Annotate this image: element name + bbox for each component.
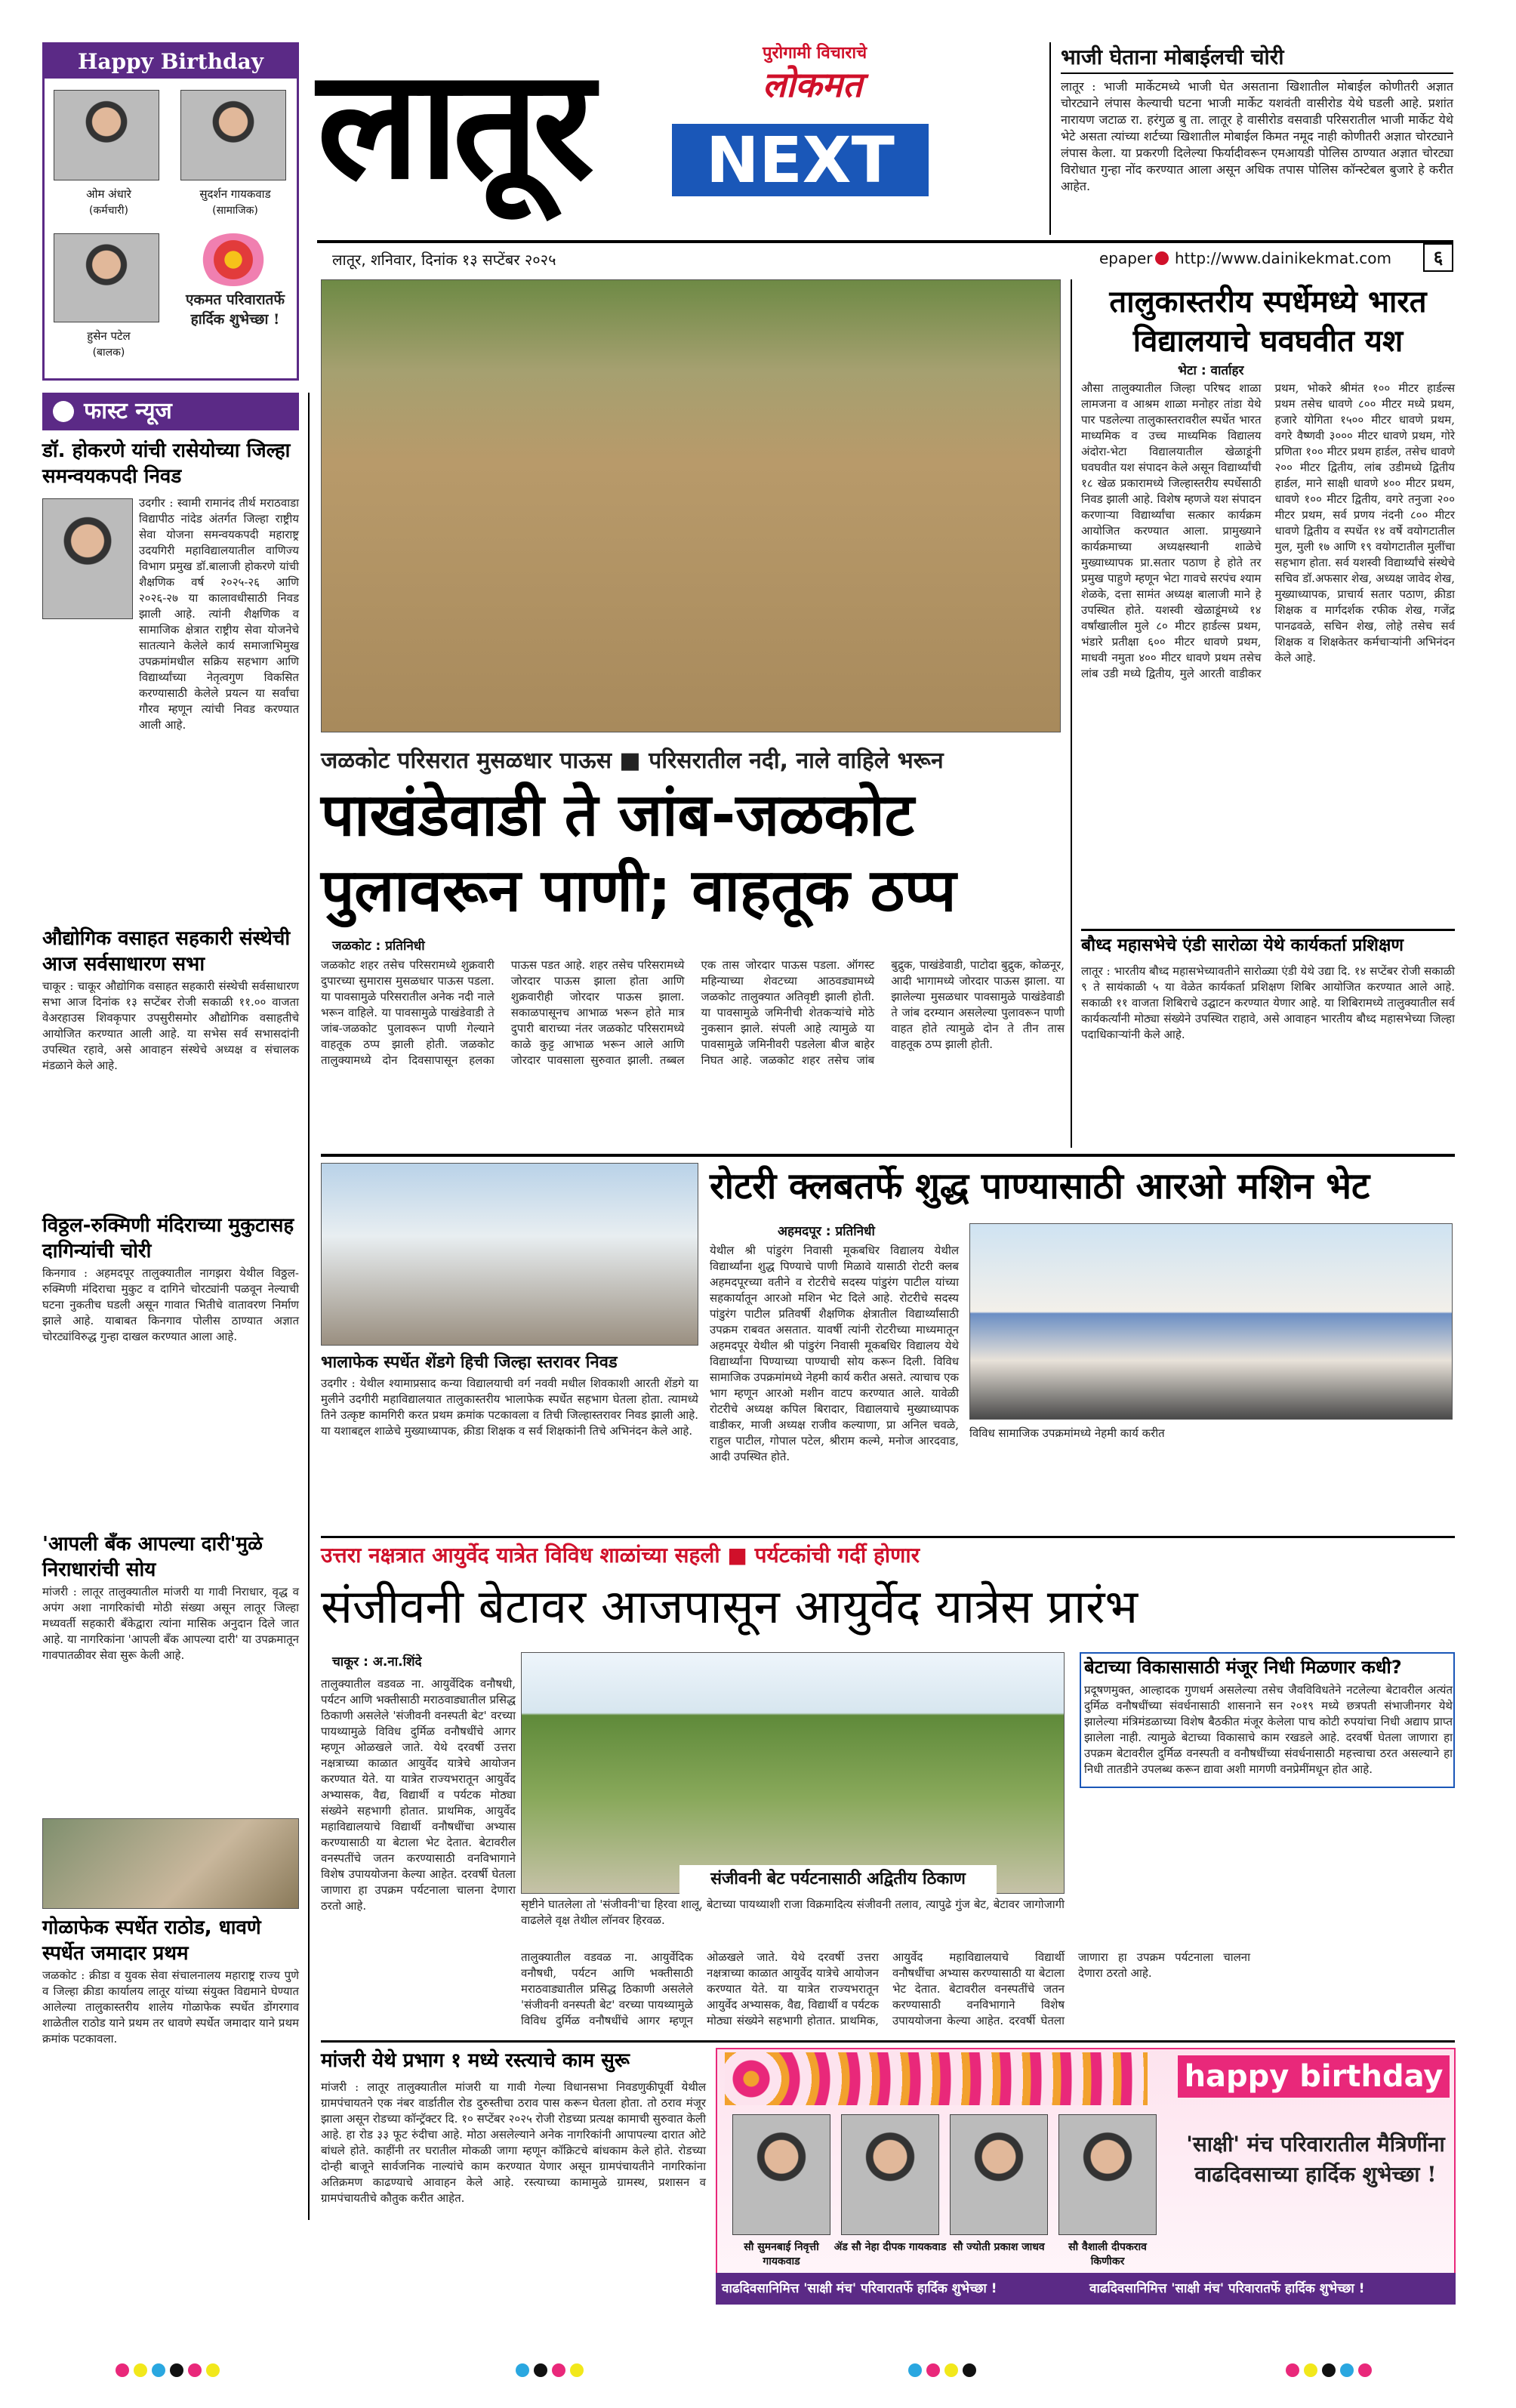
- birthday-name-3: हुसेन पटेल: [87, 329, 131, 343]
- birthday-bottom-header-bar: [1178, 2055, 1450, 2098]
- fast-news-header: फास्ट न्यूज: [84, 398, 172, 424]
- birthday-role-2: (सामाजिक): [212, 205, 258, 217]
- masthead-rule: [317, 240, 1453, 243]
- top-right-title: भाजी घेताना मोबाईलची चोरी: [1061, 45, 1284, 69]
- javelin-body: उदगीर : येथील श्यामाप्रसाद कन्या विद्यालयाची वर्ग नववी मधील शिवकाशी आरती शेंडगे या मुलीने उदगीरी महाविद्यालयात तालुकास्तरीय भालाफेक स्पर्धेत सहभाग घेतला होता. त्यामध्ये तिने उत्कृष्ट कामगिरी करत प्रथम क्रमांक पटकावला व तिची जिल्हास्तरावर निवड झाली आहे. या यशाबद्दल शाळेचे मुख्याध्यापक, क्रीडा शिक्षक व सर्व शिक्षकांनी तिचे अभिनंदन केले आहे.: [321, 1377, 698, 1438]
- birthday-role-3: (बालक): [92, 347, 125, 359]
- fast-news-title-1: डॉ. होकरणे यांची रासेयोच्या जिल्हा समन्वयकपदी निवड: [42, 439, 291, 488]
- bday-name-1: सौ सुमनबाई निवृत्ती गायकवाड: [744, 2241, 819, 2268]
- sanjivani-photo-caption: संजीवनी बेट पर्यटनासाठी अद्वितीय ठिकाण: [679, 1865, 997, 1894]
- epaper-label: epaper: [1099, 249, 1153, 267]
- registration-marks-right: [1283, 2363, 1374, 2380]
- page-number: ६: [1423, 243, 1453, 272]
- registration-marks-mid: [513, 2363, 586, 2380]
- epaper-url[interactable]: http://www.dainikekmat.com: [1175, 249, 1392, 267]
- bday-wish: 'साक्षी' मंच परिवारातील मैत्रिणींना वाढदिवसाच्या हार्दिक शुभेच्छा !: [1186, 2132, 1445, 2187]
- fast-news-body-2: चाकूर : चाकूर औद्योगिक वसाहत सहकारी संस्थेची सर्वसाधारण सभा आज दिनांक १३ सप्टेंबर रोजी सकाळी ११.०० वाजता वेअरहाउस शिवकृपार उपसुरीसमोर औद्योगिक वसाहतीचे आयोजित करण्यात आली आहे. या सभेस सर्व सभासदांनी उपस्थित रहावे, असे आवाहन संस्थेचे अध्यक्ष व संचालक मंडळाने केले आहे.: [42, 979, 299, 1072]
- rotary-body: येथील श्री पांडुरंग निवासी मूकबधिर विद्यालय येथील विद्यार्थ्यांना शुद्ध पिण्याचे पाणी मिळावे यासाठी रोटरी क्लब अहमदपूरच्या वतीने व रोटरीचे सदस्य पांडुरंग पाटील यांच्या सहकार्यातून आरओ मशिन भेट दिले आहे. रोटरीचे सदस्य पांडुरंग पाटील प्रतिवर्षी शैक्षणिक क्षेत्रातील विद्यार्थ्यांसाठी उपक्रम राबवत असतात. यावर्षी त्यांनी रोटरीच्या माध्यमातून अहमदपूर येथील श्री पांडुरंग निवासी मूकबधिर विद्यालय येथे विद्यार्थ्यांना पिण्याच्या पाण्याची सोय करून दिली. विविध सामाजिक उपक्रमांमध्ये नेहमी कार्य करीत असते. त्याचाच एक भाग म्हणून आरओ मशीन वाटप करण्यात आले. यावेळी रोटरीचे अध्यक्ष कपिल बिरादार, विद्यालयाचे मुख्याध्यापक वाडीकर, माजी अध्यक्ष राजीव कल्याणा, प्रा अनिल चवळे, राहुल पाटील, गोपाल पटेल, श्रीराम कल्मे, मनोज आरदवाड, आदी उपस्थित होते.: [710, 1244, 959, 1463]
- funding-body: प्रदूषणमुक्त, आल्हादक गुणधर्म असलेल्या तसेच जैवविविधतेने नटलेल्या बेटावरील अत्यंत दुर्मिळ वनौषधींच्या संवर्धनासाठी शासनाने सन २०१९ मध्ये छत्रपती संभाजीनगर येथे झालेल्या मंत्रिमंडळाच्या विशेष बैठकीत मंजूर केलेला पाच कोटी रुपयांचा निधी अद्याप प्राप्त झालेला नाही. त्यामुळे बेटाच्या विकासाचे काम रखडले आहे. दरवर्षी घेतला जाणारा हा उपक्रम बेटावरील दुर्मिळ वनस्पती व वनौषधींच्या संवर्धनासाठी महत्त्वाचा ठरत असल्याने हा निधी तातडीने उपलब्ध करून द्यावा अशी मागणी वनप्रेमींमधून होत आहे.: [1084, 1683, 1453, 1776]
- top-right-body: लातूर : भाजी मार्केटमध्ये भाजी घेत असताना खिशातील मोबाईल कोणीतरी अज्ञात चोरट्याने लंपास केल्याची घटना भाजी मार्केट यशवंती वासीरोड येथे घडली आहे. प्रशांत नारायण जटाळ रा. हरंगुळ बु ता. लातूर हे वासीरोड वसवाडी परिसरातील भाजी मार्केट येथे भेटे असता त्यांच्या शर्टच्या खिशातील मोबाईल किमत नमूद नाही कोणीतरी अज्ञात चोरट्याने लंपास केला. या प्रकरणी दिलेल्या फिर्यादीवरून एमआयडी पोलिस ठाण्यात अज्ञात चोरट्या विरोधात गुन्हा नोंद करण्यात आला असून अधिक तपास पोलिस कॉन्स्टेबल बुजारे हे करीत आहेत.: [1061, 79, 1453, 193]
- bday-name-2: ॲड सौ नेहा दीपक गायकवाड: [833, 2241, 947, 2253]
- rotary-group-photo: [969, 1223, 1453, 1420]
- bday-photo-2: [841, 2114, 939, 2235]
- bday-footer-bar: [716, 2273, 1456, 2305]
- buddhist-body: लातूर : भारतीय बौध्द महासभेच्यावतीने सारोळ्या एंडी येथे उद्या दि. १४ सप्टेंबर रोजी सकाळी ९ ते सायंकाळी ५ या वेळेत कार्यकर्ता प्रशिक्षण शिबिर आयोजित करण्यात आले आहे. सकाळी ११ वाजता शिबिराचे उद्घाटन करण्यात येणार आहे. या शिबिरामध्ये तालुक्यातील सर्व कार्यकर्त्यांनी मोठ्या संख्येने उपस्थित राहावे, असे आवाहन भारतीय बौध्द महासभेच्या जिल्हा पदाधिकाऱ्यांनी केले आहे.: [1081, 964, 1455, 1041]
- sports-byline: भेटा : वार्ताहर: [1178, 363, 1244, 378]
- masthead-next: NEXT: [706, 123, 895, 197]
- buddhist-headline: बौध्द महासभेचे एंडी सारोळा येथे कार्यकर्ता प्रशिक्षण: [1081, 936, 1404, 955]
- lead-kicker: जळकोट परिसरात मुसळधार पाऊस ■ परिसरातील नदी, नाले वाहिले भरून: [321, 748, 944, 774]
- ayurved-top-rule: [321, 1536, 1455, 1538]
- ayurved-kicker: उत्तरा नक्षत्रात आयुर्वेद यात्रेत विविध शाळांच्या सहली ■ पर्यटकांची गर्दी होणार: [321, 1543, 920, 1568]
- fast-news-title-2: औद्योगिक वसाहत सहकारी संस्थेची आज सर्वसाधारण सभा: [42, 927, 291, 976]
- birthday-name-1: ओम अंधारे: [86, 187, 131, 201]
- bday-footer-1: वाढदिवसानिमित्त 'साक्षी मंच' परिवारातर्फे हार्दिक शुभेच्छा !: [722, 2281, 997, 2296]
- manjari-body: मांजरी : लातूर तालुक्यातील मांजरी या गावी गेल्या विधानसभा निवडणुकीपूर्वी येथील ग्रामपंचायतने एक नंबर वार्डातील रोड दुरुस्तीचा ठराव पास करून घेतला होता. तो ठराव मंजूर झाला असून रोडच्या कॉन्ट्रॅक्टर दि. १० सप्टेंबर २०२५ रोजी रोडच्या प्रत्यक्ष कामाची सुरुवात केली आहे. हा रोड ३३ फूट रुंदीचा आहे. मोठा असलेल्याने अनेक नागरिकांनी आपापल्या दारात ओटे बांधले होते. काहींनी तर घरातील मोकळी जागा म्हणून कॉक्रिटचे बांधकाम केले होते. रोडच्या दोन्ही बाजूने सार्वजनिक नाल्यांचे काम करण्यात येणार असून ग्रामपंचायतीने नागरिकांना अतिक्रमण काढण्याचे आवाहन केले आहे. रस्त्याच्या कामामुळे ग्रामस्थ, प्रशासन व ग्रामपंचायतीचे कौतुक करीत आहेत.: [321, 2080, 706, 2205]
- birthday-photo-1: [54, 90, 159, 180]
- registration-marks-center: [906, 2363, 978, 2380]
- sports-body: औसा तालुक्यातील जिल्हा परिषद शाळा लामजना व आश्रम शाळा मनोहर तांडा येथे पार पडलेल्या तालुकास्तरावरील स्पर्धेत भारत माध्यमिक व उच्च माध्यमिक विद्यालय अंदोरा-भेटा विद्यालयातील खेळाडूंनी घवघवीत यश संपादन केले असून विद्यार्थ्यांची १८ खेळ प्रकारामध्ये जिल्हास्तरीय स्पर्धेसाठी निवड झाली आहे. विशेष म्हणजे यश संपादन करणाऱ्या विद्यार्थ्यांचा सत्कार कार्यक्रम आयोजित करण्यात आला. प्रामुख्याने कार्यक्रमाच्या अध्यक्षस्थानी शाळेचे मुख्याध्यापक प्रा.सतार पठाण हे होते तर प्रमुख पाहुणे म्हणून भेटा गावचे सरपंच श्याम शेळके, दत्ता सामंत अध्यक्ष बालाजी माने हे उपस्थित होते. यशस्वी खेळाडूंमध्ये १४ वर्षांखालील मुले ८० मीटर हार्डल्स प्रथम, भंडारे प्रतीक्षा ६०० मीटर धावणे प्रथम, माधवी नमुता ४०० मीटर धावणे प्रथम तसेच लांब उडी मध्ये द्वितीय, मुले आरती वाडीकर प्रथम, भोकरे श्रीमंत १०० मीटर हार्डल्स प्रथम तसेच धावणे ८०० मीटर मध्ये प्रथम, हजारे योगिता १५०० मीटर धावणे प्रथम, वगरे वैष्णवी ३००० मीटर धावणे प्रथम, गोरे प्रणिता १०० मीटर प्रथम हार्डल, तसेच धावणे २०० मीटर द्वितीय, लांब उडीमध्ये द्वितीय हार्डल, माने साक्षी धावणे ४०० मीटर प्रथम, धावणे १०० मीटर द्वितीय, वगरे तनुजा २०० मीटर प्रथम, सर्व प्रणय नंदनी ८०० मीटर धावणे द्वितीय व स्पर्धेत १४ वर्षे वयोगटातील मुल, मुली १७ आणि १९ वयोगटातील मुलींचा सहभाग होता. सर्व यशस्वी विद्यार्थ्यांचे संस्थेचे सचिव डॉ.अफसार शेख, अध्यक्ष जावेद शेख, मुख्याध्यापक, प्राचार्य सतार पठाण, क्रीडा शिक्षक व मार्गदर्शक रफीक शेख, गजेंद्र पानढवळे, सचिन शेख, लोहे तसेच सर्व शिक्षक व शिक्षकेतर कर्मचाऱ्यांनी अभिनंदन केले आहे.: [1081, 381, 1455, 680]
- right-column-divider: [1071, 279, 1072, 1148]
- lead-headline-2: पुलावरून पाणी; वाहतूक ठप्प: [321, 857, 957, 925]
- birthday-wish: एकमत परिवारातर्फे हार्दिक शुभेच्छा !: [185, 291, 285, 328]
- manjari-headline: मांजरी येथे प्रभाग १ मध्ये रस्त्याचे काम सुरू: [321, 2049, 630, 2072]
- rotary-headline: रोटरी क्लबतर्फे शुद्ध पाण्यासाठी आरओ मशिन भेट: [710, 1165, 1370, 1207]
- fast-news-header-bar: [42, 393, 299, 430]
- mid-rule: [321, 1154, 1455, 1157]
- funding-headline: बेटाच्या विकासासाठी मंजूर निधी मिळणार कधी?: [1084, 1657, 1402, 1678]
- sports-headline: तालुकास्तरीय स्पर्धेमध्ये भारत विद्यालयाचे घवघवीत यश: [1109, 285, 1427, 359]
- birthday-photo-2: [180, 90, 286, 180]
- masthead-title: लातूर: [317, 37, 589, 213]
- left-column-divider: [308, 393, 310, 2220]
- fast-news-body-4: मांजरी : लातूर तालुक्यातील मांजरी या गावी निराधार, वृद्ध व अपंग अशा नागरिकांची मोठी संख्या असून लातूर जिल्हा मध्यवर्ती सहकारी बँकेद्वारा त्यांना मासिक अनुदान दिले जात आहे. या नागरिकांना 'आपली बँक आपल्या दारी' या उपक्रमातून गावपातळीवर सेवा सुरू केली आहे.: [42, 1585, 299, 1662]
- masthead-brand: लोकमत: [763, 64, 863, 105]
- bday-photo-3: [950, 2114, 1048, 2235]
- fast-news-body-1: उदगीर : स्वामी रामानंद तीर्थ मराठवाडा विद्यापीठ नांदेड अंतर्गत जिल्हा राष्ट्रीय सेवा योजना समन्वयकपदी महाराष्ट्र उदयगिरी महाविद्यालयातील वाणिज्य विभाग प्रमुख डॉ.बालाजी होकरणे यांची शैक्षणिक वर्ष २०२५-२६ आणि २०२६-२७ या कालावधीसाठी निवड झाली आहे. त्यांनी शैक्षणिक व सामाजिक क्षेत्रात राष्ट्रीय सेवा योजनेचे सातत्याने केलेले कार्य समाजाभिमुख उपक्रमांमधील सक्रिय सहभाग आणि विद्यार्थ्यांच्या नेतृत्वगुण विकसित करण्यासाठी केलेले प्रयत्न या सर्वांचा गौरव म्हणून त्यांची निवड करण्यात आली आहे.: [139, 496, 299, 732]
- birthday-photo-3: [54, 233, 159, 322]
- fast-news-title-3: विठ्ठल-रुक्मिणी मंदिराच्या मुकुटासह दागिन्यांची चोरी: [42, 1214, 294, 1263]
- globe-icon: [1155, 251, 1169, 265]
- masthead-next-badge: [672, 124, 929, 196]
- birthday-name-2: सुदर्शन गायकवाड: [199, 187, 271, 201]
- lead-body: जळकोट शहर तसेच परिसरामध्ये शुक्रवारी दुपारच्या सुमारास मुसळधार पाऊस पडला. या पावसामुळे परिसरातील अनेक नदी नाले भरून वाहिले. या पावसामुळे पाखंडेवाडी ते जांब-जळकोट पुलावरून पाणी गेल्याने वाहतूक ठप्प झाली होती. जळकोट तालुक्यामध्ये दोन दिवसापासून हलका पाऊस पडत आहे. शहर तसेच परिसरामध्ये जोरदार पाऊस झाला होता आणि शुक्रवारीही जोरदार पाऊस झाला. सकाळपासूनच आभाळ भरून होते मात्र दुपारी बाराच्या नंतर जळकोट परिसरामध्ये काळे कुट्ट आभाळ भरून आले आणि जोरदार पावसाला सुरुवात झाली. तब्बल एक तास जोरदार पाऊस पडला. ऑगस्ट महिन्याच्या शेवटच्या आठवड्यामध्ये जळकोट तालुक्यात अतिवृष्टी झाली होती. या पावसामुळे जमिनीची शेतकऱ्यांचे मोठे नुकसान झाले. संपली आहे त्यामुळे या पावसामुळे जमिनीवरी पडलेला बीज बाहेर निघत आहे. जळकोट शहर तसेच जांब बुद्रुक, पाखंडेवाडी, पाटोदा बुद्रुक, कोळनूर, आदी भागामध्ये जोरदार पाऊस झाला. या झालेल्या मुसळधार पावसामुळे पाखंडेवाडी ते जांब दरम्यान असलेल्या पुलावरून पाणी वाहत होते त्यामुळे दोन ते तीन तास वाहतूक ठप्प झाली होती.: [321, 958, 1065, 1067]
- birthday-role-1: (कर्मचारी): [89, 205, 128, 217]
- ayurved-headline: संजीवनी बेटावर आजपासून आयुर्वेद यात्रेस प्रारंभ: [321, 1579, 1139, 1634]
- top-right-divider: [1049, 42, 1051, 235]
- sanjivani-photo: [521, 1652, 1065, 1894]
- fast-news-body-3: किनगाव : अहमदपूर तालुक्यातील नागझरा येथील विठ्ठल-रुक्मिणी मंदिराचा मुकुट व दागिने चोरट्यांनी पळवून नेल्याची घटना नुकतीच घडली असून गावात भितीचे वातावरण निर्माण झाले आहे. याबाबत किनगाव पोलीस ठाण्यात अज्ञात चोरट्यांविरुद्ध गुन्हा दाखल करण्यात आला आहे.: [42, 1266, 299, 1343]
- fast-news-body-5: जळकोट : क्रीडा व युवक सेवा संचालनालय महाराष्ट्र राज्य पुणे व जिल्हा क्रीडा कार्यालय लातूर यांच्या संयुक्त विद्यमाने घेण्यात आलेल्या तालुकास्तरीय शालेय गोळाफेक स्पर्धेत डोंगरगाव शाळेतील राठोड याने प्रथम तर धावणे स्पर्धेत जमादार याने प्रथम क्रमांक पटकावला.: [42, 1969, 299, 2046]
- flower-icon: [199, 233, 267, 286]
- bday-photo-1: [732, 2114, 830, 2235]
- manjari-rule: [321, 2040, 1455, 2043]
- fast-news-icon: [53, 401, 74, 422]
- bday-name-4: सौ वैशाली दीपकराव किणीकर: [1068, 2241, 1147, 2268]
- javelin-caption: भालाफेक स्पर्धेत शेंडगे हिची जिल्हा स्तरावर निवड: [321, 1353, 618, 1372]
- ayurved-body-mid: तालुक्यातील वडवळ ना. आयुर्वेदिक वनौषधी, पर्यटन आणि भक्तीसाठी मराठवाड्यातील प्रसिद्ध ठिकाणी असलेले 'संजीवनी वनस्पती बेट' वरच्या पायथ्यामुळे विविध दुर्मिळ वनौषधींचे आगर म्हणून ओळखले जाते. येथे दरवर्षी उत्तरा नक्षत्राच्या काळात आयुर्वेद यात्रेचे आयोजन करण्यात येते. या यात्रेत राज्यभरातून आयुर्वेद अभ्यासक, वैद्य, विद्यार्थी व पर्यटक मोठ्या संख्येने सहभागी होतात. प्राथमिक, आयुर्वेद महाविद्यालयाचे विद्यार्थी वनौषधींचा अभ्यास करण्यासाठी या बेटाला भेट देतात. बेटावरील वनस्पतींचे जतन करण्यासाठी वनविभागाने विशेष उपाययोजना केल्या आहेत. दरवर्षी घेतला जाणारा हा उपक्रम पर्यटनाला चालना देणारा ठरतो आहे.: [521, 1950, 1250, 2027]
- fast-news-photo-5: [42, 1818, 299, 1909]
- masthead-tagline: पुरोगामी विचाराचे: [763, 44, 867, 63]
- javelin-photo: [321, 1163, 698, 1346]
- rotary-photo-caption: विविध सामाजिक उपक्रमांमध्ये नेहमी कार्य करीत: [969, 1426, 1165, 1440]
- dateline: लातूर, शनिवार, दिनांक १३ सप्टेंबर २०२५: [332, 251, 556, 269]
- bday-footer-2: वाढदिवसानिमित्त 'साक्षी मंच' परिवारातर्फे हार्दिक शुभेच्छा !: [1089, 2281, 1365, 2296]
- lead-flood-photo: [321, 279, 1061, 732]
- sanjivani-photo-note: सृष्टीने घातलेला तो 'संजीवनी'चा हिरवा शालू, बेटाच्या पायथ्याशी राजा विक्रमादित्य संजीवनी तलाव, त्यापुढे गुंज बेट, बेटावर जागोजागी वाढलेले वृक्ष तेथील लॉनवर हिरवळ.: [521, 1898, 1065, 1927]
- buddhist-rule: [1081, 929, 1455, 931]
- fast-news-title-4: 'आपली बँक आपल्या दारी'मुळे निराधारांची सोय: [42, 1533, 263, 1581]
- bday-photo-4: [1058, 2114, 1157, 2235]
- rotary-byline: अहमदपूर : प्रतिनिधी: [778, 1224, 875, 1239]
- ayurved-byline: चाकूर : अ.ना.शिंदे: [332, 1654, 422, 1670]
- ayurved-body-left: तालुक्यातील वडवळ ना. आयुर्वेदिक वनौषधी, पर्यटन आणि भक्तीसाठी मराठवाड्यातील प्रसिद्ध ठिकाणी असलेले 'संजीवनी वनस्पती बेट' वरच्या पायथ्यामुळे विविध दुर्मिळ वनौषधींचे आगर म्हणून ओळखले जाते. येथे दरवर्षी उत्तरा नक्षत्राच्या काळात आयुर्वेद यात्रेचे आयोजन करण्यात येते. या यात्रेत राज्यभरातून आयुर्वेद अभ्यासक, वैद्य, विद्यार्थी व पर्यटक मोठ्या संख्येने सहभागी होतात. प्राथमिक, आयुर्वेद महाविद्यालयाचे विद्यार्थी वनौषधींचा अभ्यास करण्यासाठी या बेटाला भेट देतात. बेटावरील वनस्पतींचे जतन करण्यासाठी वनविभागाने विशेष उपाययोजना केल्या आहेत. दरवर्षी घेतला जाणारा हा उपक्रम पर्यटनाला चालना देणारा ठरतो आहे.: [321, 1677, 516, 1913]
- birthday-bottom-header: happy birthday: [1184, 2059, 1444, 2094]
- registration-marks-left: [113, 2363, 222, 2380]
- flower-border-icon: [725, 2052, 1148, 2105]
- birthday-header: Happy Birthday: [45, 45, 297, 79]
- bday-name-3: सौ ज्योती प्रकाश जाधव: [953, 2241, 1045, 2253]
- fast-news-title-5: गोळाफेक स्पर्धेत राठोड, धावणे स्पर्धेत जमादार प्रथम: [42, 1916, 261, 1965]
- birthday-box-left: [42, 42, 299, 381]
- lead-headline-1: पाखंडेवाडी ते जांब-जळकोट: [321, 782, 914, 849]
- top-right-rule: [1061, 72, 1453, 74]
- lead-byline: जळकोट : प्रतिनिधी: [332, 939, 425, 954]
